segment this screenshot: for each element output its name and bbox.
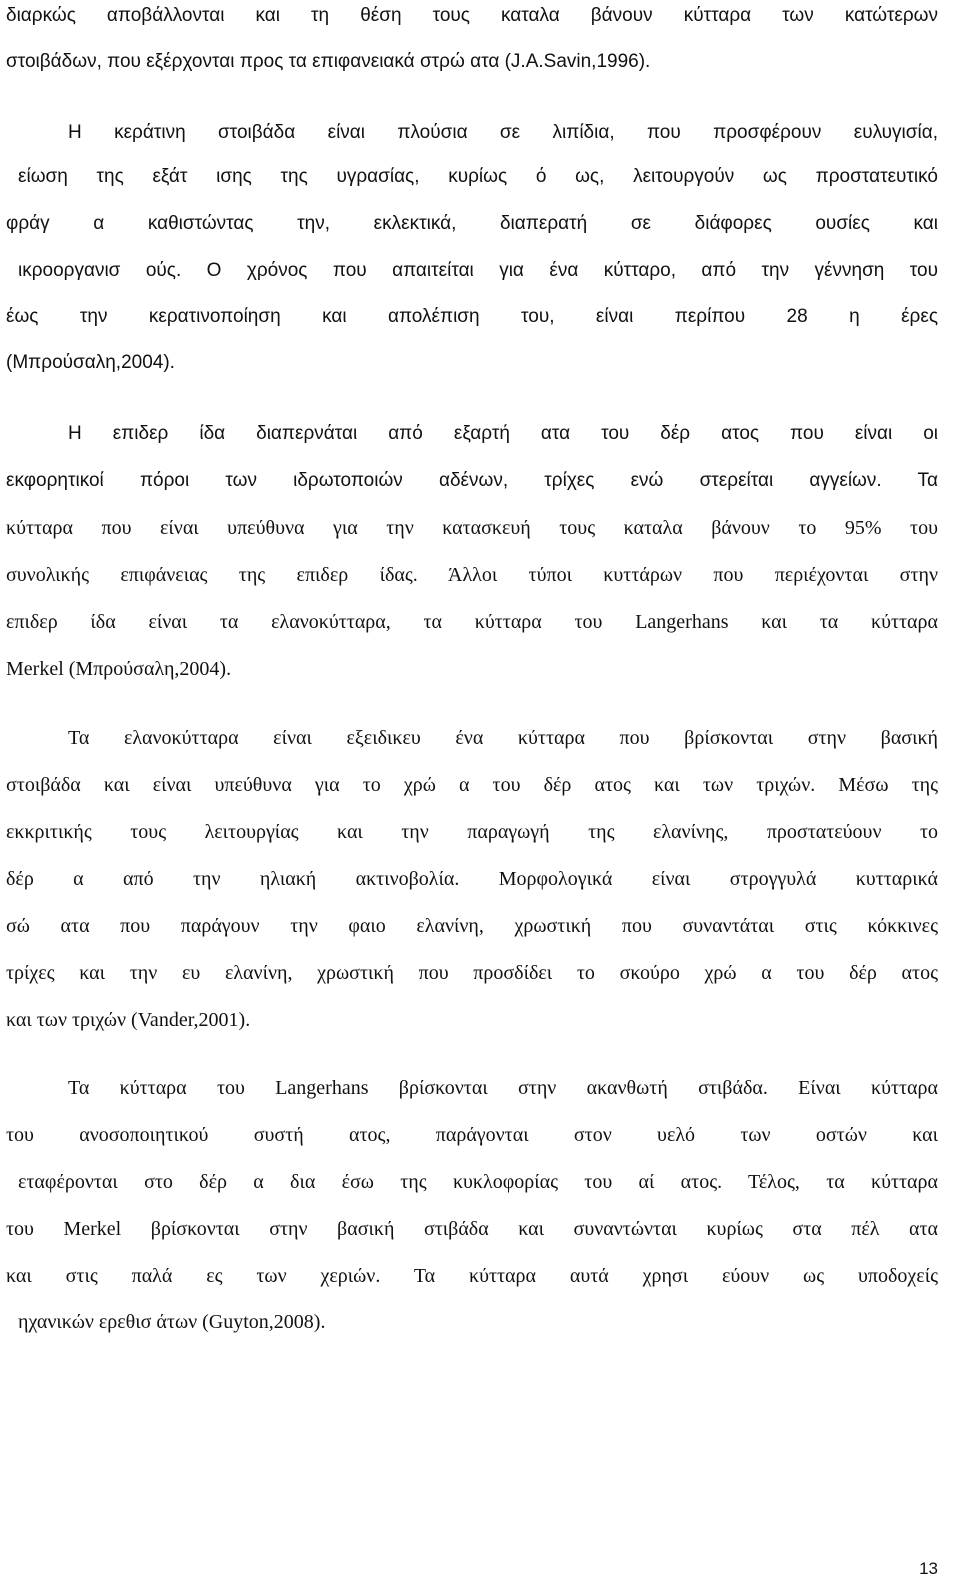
text-line-15: Τα ελανοκύτταρα είναι εξειδικευ ένα κύτταρα που βρίσκονται στην βασική <box>68 727 938 749</box>
text-line-25: του Merkel βρίσκονται στην βασική στιβάδα και συναντώνται κυρίως στα πέλ ατα <box>6 1218 938 1240</box>
text-line-16: στοιβάδα και είναι υπεύθυνα για το χρώ α του δέρ ατος και των τριχών. Μέσω της <box>6 774 938 796</box>
text-line-27: ηχανικών ερεθισ άτων (Guyton,2008). <box>18 1311 326 1333</box>
text-line-10: εκφορητικοί πόροι των ιδρωτοποιών αδένων, τρίχες ενώ στερείται αγγείων. Τα <box>6 470 938 491</box>
text-line-7: έως την κερατινοποίηση και απολέπιση του, είναι περίπου 28 η έρες <box>6 306 938 327</box>
text-line-4: είωση της εξάτ ισης της υγρασίας, κυρίως ό ως, λειτουργούν ως προστατευτικό <box>18 166 938 187</box>
text-line-22: Τα κύτταρα του Langerhans βρίσκονται στην ακανθωτή στιβάδα. Είναι κύτταρα <box>68 1077 938 1099</box>
page-number: 13 <box>919 1559 938 1578</box>
text-line-23: του ανοσοποιητικού συστή ατος, παράγονται στον υελό των οστών και <box>6 1124 938 1146</box>
text-line-20: τρίχες και την ευ ελανίνη, χρωστική που προσδίδει το σκούρο χρώ α του δέρ ατος <box>6 962 938 984</box>
text-line-12: συνολικής επιφάνειας της επιδερ ίδας. Άλλοι τύποι κυττάρων που περιέχονται στην <box>6 564 938 586</box>
text-line-1: διαρκώς αποβάλλονται και τη θέση τους καταλα βάνουν κύτταρα των κατώτερων <box>6 5 938 26</box>
text-line-13: επιδερ ίδα είναι τα ελανοκύτταρα, τα κύτταρα του Langerhans και τα κύτταρα <box>6 611 938 633</box>
text-line-14: Merkel (Μπρούσαλη,2004). <box>6 658 232 680</box>
text-line-6: ικροοργανισ ούς. Ο χρόνος που απαιτείται για ένα κύτταρο, από την γέννηση του <box>18 260 938 281</box>
text-line-2: στοιβάδων, που εξέρχονται προς τα επιφανειακά στρώ ατα (J.A.Savin,1996). <box>6 51 651 72</box>
text-line-3: Η κεράτινη στοιβάδα είναι πλούσια σε λιπίδια, που προσφέρουν ευλυγισία, <box>68 122 938 143</box>
text-line-26: και στις παλά ες των χεριών. Τα κύτταρα αυτά χρησι εύουν ως υποδοχείς <box>6 1265 938 1287</box>
text-line-18: δέρ α από την ηλιακή ακτινοβολία. Μορφολογικά είναι στρογγυλά κυτταρικά <box>6 868 938 890</box>
text-line-17: εκκριτικής τους λειτουργίας και την παραγωγή της ελανίνης, προστατεύουν το <box>6 821 938 843</box>
text-line-5: φράγ α καθιστώντας την, εκλεκτικά, διαπερατή σε διάφορες ουσίες και <box>6 213 938 234</box>
text-line-8: (Μπρούσαλη,2004). <box>6 352 175 373</box>
text-line-11: κύτταρα που είναι υπεύθυνα για την κατασκευή τους καταλα βάνουν το 95% του <box>6 517 938 539</box>
text-line-21: και των τριχών (Vander,2001). <box>6 1009 251 1031</box>
text-line-9: Η επιδερ ίδα διαπερνάται από εξαρτή ατα του δέρ ατος που είναι οι <box>68 423 938 444</box>
text-line-24: εταφέρονται στο δέρ α δια έσω της κυκλοφορίας του αί ατος. Τέλος, τα κύτταρα <box>18 1171 938 1193</box>
text-line-19: σώ ατα που παράγουν την φαιο ελανίνη, χρωστική που συναντάται στις κόκκινες <box>6 915 938 937</box>
